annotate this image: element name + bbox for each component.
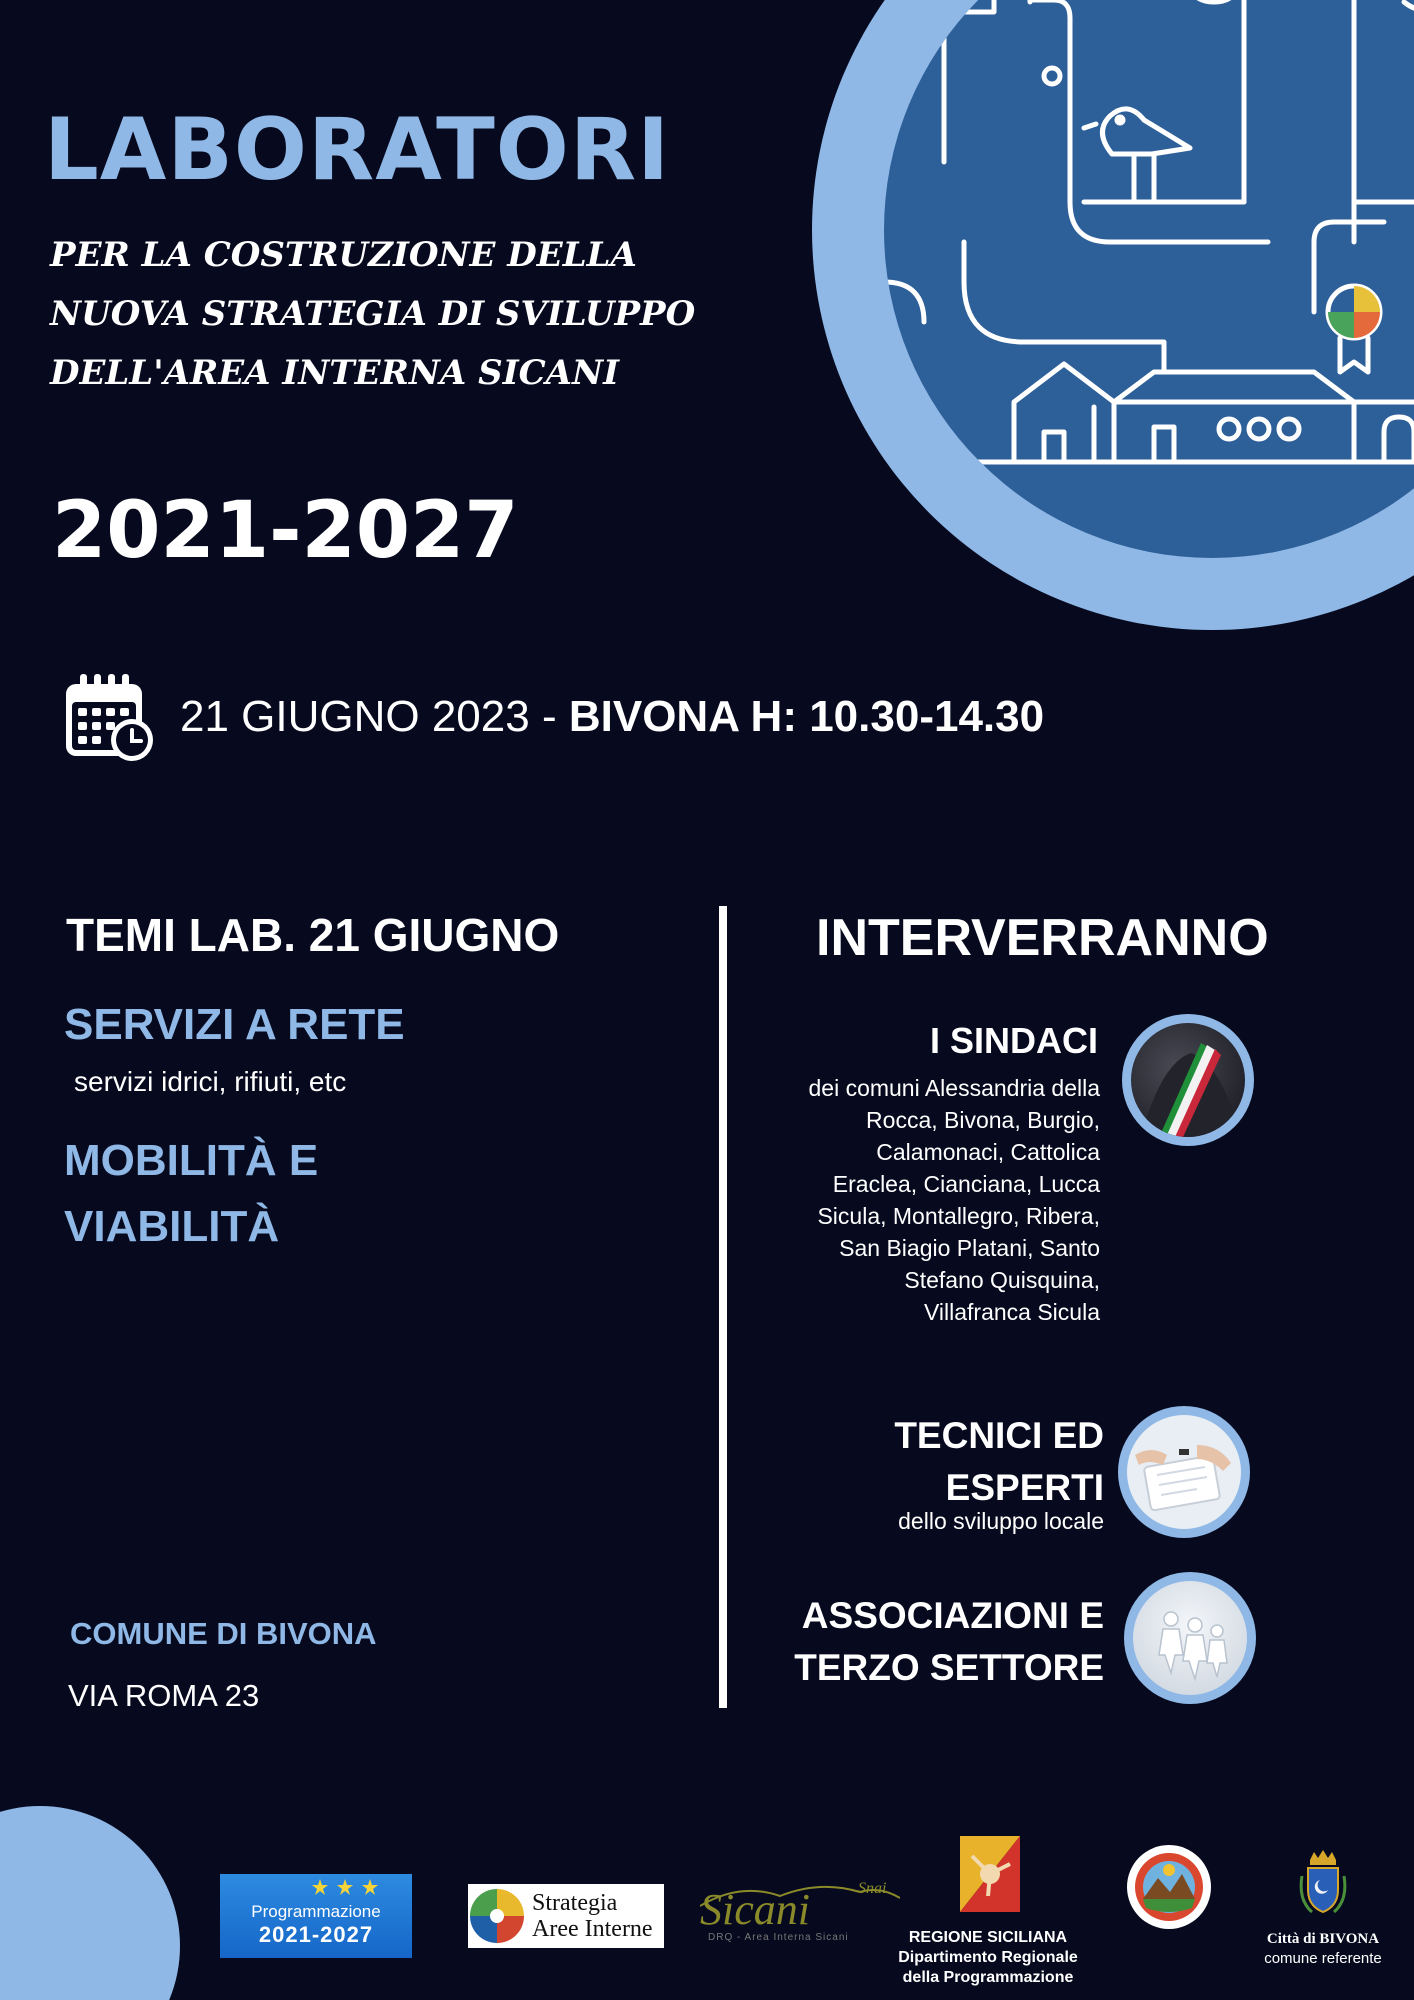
- eu-stars-icon: [310, 1878, 380, 1896]
- bivona-line1: Città di BIVONA: [1266, 1931, 1380, 1947]
- speaker-group-title: TECNICI ED ESPERTI: [894, 1415, 1104, 1508]
- programmazione-label: Programmazione: [251, 1902, 381, 1921]
- speaker-group-title: ASSOCIAZIONI E TERZO SETTORE: [794, 1595, 1104, 1688]
- strategia-aree-interne-logo: [468, 1884, 664, 1948]
- regione-siciliana-logo: [888, 1928, 1088, 1988]
- speaker-group-title: I SINDACI: [929, 1020, 1098, 1061]
- speaker-group-description: dei comuni Alessandria della Rocca, Bivona, Burgio, Calamonaci, Cattolica Eraclea, Cianciana, Lucca Sicula, Montallegro, Ribera, San Biagio Platani, Santo Stefano Quisquina, Villafranca Sicula: [808, 1075, 1100, 1325]
- associations-photo: [1124, 1572, 1256, 1704]
- speakers-heading: INTERVERRANNO: [816, 909, 1269, 967]
- venue-name: COMUNE DI BIVONA: [70, 1616, 377, 1651]
- bivona-logo: [1258, 1930, 1388, 1968]
- theme-description: servizi idrici, rifiuti, etc: [74, 1066, 347, 1097]
- theme-title: SERVIZI A RETE: [64, 1000, 405, 1049]
- programmazione-logo: [220, 1874, 412, 1958]
- event-place-time: BIVONA H: 10.30-14.30: [568, 692, 1045, 741]
- strategia-line1: Strategia: [532, 1890, 618, 1916]
- column-divider: [719, 906, 727, 1708]
- sicani-subtitle: DRQ - Area Interna Sicani: [708, 1932, 849, 1943]
- program-years: 2021-2027: [52, 486, 519, 576]
- corner-decoration: [0, 1806, 180, 2000]
- strategia-emblem-icon: [468, 1887, 526, 1945]
- regione-line2: Dipartimento Regionale: [898, 1949, 1078, 1966]
- experts-photo: [1118, 1406, 1250, 1538]
- regione-crest-icon: [958, 1834, 1022, 1914]
- theme-title: MOBILITÀ E VIABILITÀ: [64, 1136, 319, 1251]
- date-separator: -: [529, 692, 569, 741]
- event-date-line: [180, 692, 1044, 742]
- community-illustration: [884, 0, 1414, 558]
- programmazione-years: 2021-2027: [258, 1922, 374, 1947]
- sicani-tag: Snai: [858, 1880, 887, 1897]
- page-subtitle: PER LA COSTRUZIONE DELLA NUOVA STRATEGIA DI SVILUPPO DELL'AREA INTERNA SICANI: [50, 235, 696, 393]
- themes-heading: TEMI LAB. 21 GIUGNO: [66, 909, 560, 961]
- bivona-coat-of-arms-icon: [1298, 1850, 1348, 1920]
- event-date: 21 GIUGNO 2023: [180, 692, 530, 741]
- strategia-line2: Aree Interne: [532, 1916, 653, 1942]
- page-title: LABORATORI: [44, 100, 671, 200]
- regione-line3: della Programmazione: [902, 1969, 1074, 1986]
- venue-address: VIA ROMA 23: [68, 1678, 260, 1713]
- regione-line1: REGIONE SICILIANA: [908, 1929, 1068, 1946]
- bivona-line2: comune referente: [1264, 1950, 1382, 1967]
- sicani-logo: Sicani: [700, 1885, 810, 1934]
- speaker-group-description: dello sviluppo locale: [898, 1508, 1104, 1534]
- mayors-photo: [1122, 1014, 1254, 1146]
- hero-illustration: [812, 0, 1414, 630]
- unione-comuni-seal-icon: [1126, 1844, 1212, 1930]
- calendar-clock-icon: [64, 672, 156, 764]
